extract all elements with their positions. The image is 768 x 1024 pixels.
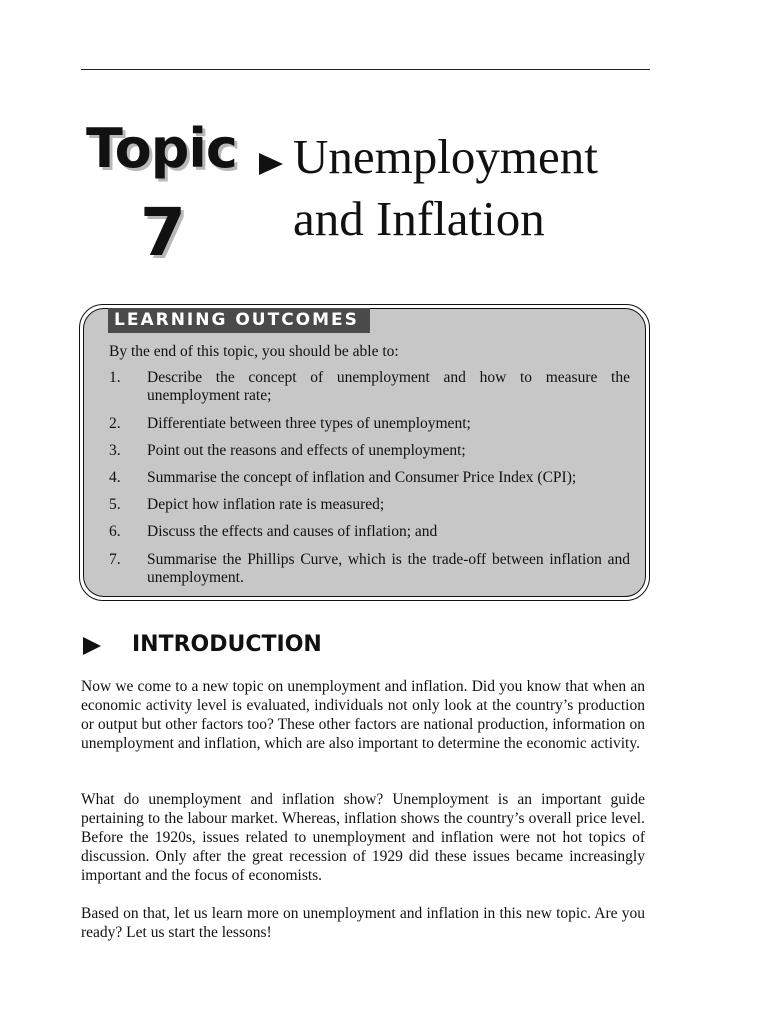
list-item-text: Point out the reasons and effects of unemployment; bbox=[147, 442, 466, 459]
list-item bbox=[109, 523, 630, 541]
list-item-text: Summarise the Phillips Curve, which is the trade-off between inflation and unemployment. bbox=[147, 551, 630, 586]
list-item bbox=[109, 469, 630, 487]
title-line-1: Unemployment bbox=[293, 129, 598, 184]
learning-outcomes-intro: By the end of this topic, you should be able to: bbox=[109, 343, 399, 360]
list-item-text: Depict how inflation rate is measured; bbox=[147, 496, 385, 513]
section-arrow-icon bbox=[83, 637, 101, 655]
learning-outcomes-list bbox=[109, 369, 630, 587]
body-paragraph: Now we come to a new topic on unemployment and inflation. Did you know that when an economic activity level is evaluated, individuals not only look at the country’s production or output but other factors too? These other factors are national production, information on unemployment and inflation, which are also important to determine the economic activity. bbox=[81, 678, 645, 752]
page-title bbox=[293, 126, 673, 250]
title-line-2: and Inflation bbox=[293, 191, 545, 246]
list-item-number: 5. bbox=[109, 496, 121, 513]
section-heading: INTRODUCTION bbox=[132, 632, 322, 657]
list-item-text: Summarise the concept of inflation and Consumer Price Index (CPI); bbox=[147, 469, 577, 486]
topic-label: Topic bbox=[86, 117, 237, 180]
list-item-number: 4. bbox=[109, 469, 121, 486]
learning-outcomes-header: LEARNING OUTCOMES bbox=[108, 308, 370, 333]
body-paragraph: What do unemployment and inflation show? Unemployment is an important guide pertaining to the labour market. Whereas, inflation shows the country’s overall price level. Before the 1920s, issues related to unemployment and inflation were not hot topics of discussion. Only after the great recession of 1929 did these issues became increasingly important and the focus of economists. bbox=[81, 791, 645, 884]
list-item-text: Differentiate between three types of unemployment; bbox=[147, 415, 471, 432]
list-item-number: 6. bbox=[109, 523, 121, 540]
topic-number: 7 bbox=[140, 194, 186, 271]
title-arrow-icon bbox=[259, 153, 283, 175]
list-item-number: 1. bbox=[109, 369, 121, 386]
list-item bbox=[109, 496, 630, 514]
list-item bbox=[109, 415, 630, 433]
list-item bbox=[109, 369, 630, 405]
list-item-text: Describe the concept of unemployment and how to measure the unemployment rate; bbox=[147, 369, 630, 404]
list-item-number: 3. bbox=[109, 442, 121, 459]
top-rule bbox=[81, 69, 650, 70]
list-item bbox=[109, 442, 630, 460]
list-item-number: 2. bbox=[109, 415, 121, 432]
list-item-number: 7. bbox=[109, 551, 121, 568]
list-item-text: Discuss the effects and causes of inflation; and bbox=[147, 523, 438, 540]
list-item bbox=[109, 551, 630, 587]
body-paragraph: Based on that, let us learn more on unemployment and inflation in this new topic. Are you ready? Let us start the lessons! bbox=[81, 905, 645, 941]
